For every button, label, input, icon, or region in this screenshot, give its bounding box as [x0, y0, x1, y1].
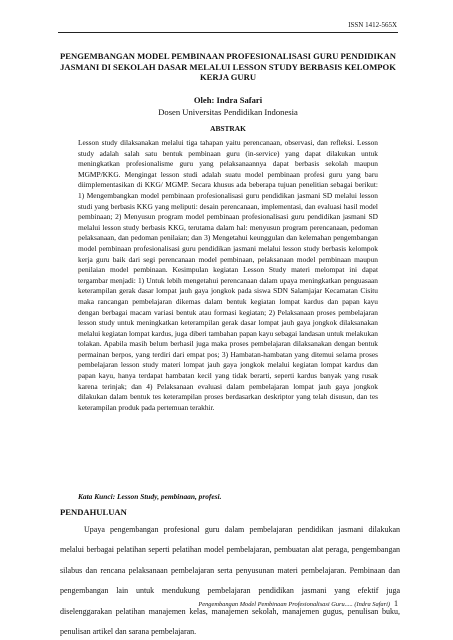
section-body: [60, 520, 400, 640]
running-title-footer: Pengembangan Model Pembinaan Profesionalisasi Guru..... (Indra Safari): [198, 601, 390, 608]
page-number: 1: [394, 599, 398, 608]
section-paragraph: Upaya pengembangan profesional guru dalam pembelajaran pendidikan jasmani dilakukan melalui berbagai pelatihan seperti pelatihan model pembelajaran, pembuatan alat peraga, pengembangan silabus dan rencana pelaksanaan pembelajaran serta penyusunan materi pembelajaran. Pembinaan dan pengembangan lain untuk mendukung pembelajaran pendidikan jasmani yang efektif juga diselenggarakan pelatihan manajemen kelas, manajemen sekolah, manajemen gugus, penulisan buku, penulisan artikel dan sarana pembelajaran.: [60, 525, 400, 637]
section-heading: PENDAHULUAN: [60, 507, 127, 517]
issn-label: ISSN 1412-565X: [348, 21, 397, 29]
keywords: Kata Kunci: Lesson Study, pembinaan, profesi.: [78, 492, 222, 501]
header-rule: [58, 32, 398, 33]
abstract-heading: ABSTRAK: [210, 124, 246, 133]
author-affiliation: Dosen Universitas Pendidikan Indonesia: [158, 107, 298, 117]
abstract-text: Lesson study dilaksanakan melalui tiga tahapan yaitu perencanaan, observasi, dan refleksi. Lesson study adalah salah satu bentuk pembinaan guru (in-service) yang dapat dilakukan untuk meningkatkan profesionalisme guru yang pelaksanaannya dapat berbasis sekolah maupun MGMP/KKG. Mengingat lesson studi adalah suatu model pembinaan profesi guru yang baru diimplementasikan di KKG/ MGMP. Secara khusus ada beberapa tujuan penelitian sebagai berikut: 1) Mengembangkan model pembinaan profesionalisasi guru pendidikan jasmani SD melalui lesson studi yang berbasis KKG yang meliputi: desain perencanaan, implementasi, dan evaluasi hasil model pembinaan; 2) Menyusun program model pembinaan profesionalisasi guru pendidikan jasmani SD melalui lesson study berbasis KKG, terutama dalam hal: menyusun program perencanaan, pedoman pelaksanaan, dan pedoman penilaian; dan 3) Mengetahui keunggulan dan kelemahan pengembangan model pembinaan profesionalisasi guru pendidikan jasmani melalui lesson study berbasis kelompok kerja guru baik dari segi perencanaan model pembinaan, pelaksanaan model pembinaan maupun penilaian model pembinaan. Kesimpulan kegiatan Lesson Study materi melompat ini dapat tergambar menjadi: 1) Untuk lebih mengetahui perencanaan dalam upaya meningkatkan penguasaan keterampilan gerak dasar lompat jauh gaya jongkok pada siswa SDN Salamjajar Kecamatan Cisitu maka rancangan pembelajaran dikemas dalam bentuk kegiatan lompat kardus dan papan kayu dengan berbagai macam variasi bentuk atau formasi kegiatan; 2) Pelaksanaan proses pembelajaran lesson study untuk meningkatkan keterampilan gerak dasar lompat jauh gaya jongkok dilaksanakan melalui kegiatan lompat kardus, juga diberi tambahan papan kayu sebagai landasan untuk melakukan tolakan. Apabila masih belum berhasil juga maka proses pembelajaran dilaksanakan dengan bentuk permainan berpos, yang terdiri dari empat pos; 3) Hambatan-hambatan yang ditemui selama proses pembelajaran lesson study materi lompat jauh gaya jongkok melalui kegiatan lompat kardus dan papan kayu, hanya terdapat hambatan kecil yang tidak berarti, seperti kardus banyak yang rusak karena terinjak; dan 4) Pelaksanaan evaluasi dalam pembelajaran lompat jauh gaya jongkok dilakukan dalam bentuk tes keterampilan proses berdasarkan deskriptor yang telah disusun, dan tes keterampilan produk pada pertemuan terakhir.: [78, 138, 378, 412]
paper-title: PENGEMBANGAN MODEL PEMBINAAN PROFESIONALISASI GURU PENDIDIKAN JASMANI DI SEKOLAH DASAR MELALUI LESSON STUDY BERBASIS KELOMPOK KERJA GURU: [60, 51, 396, 83]
author-name: Oleh: Indra Safari: [193, 95, 263, 105]
abstract-body: [78, 138, 378, 413]
